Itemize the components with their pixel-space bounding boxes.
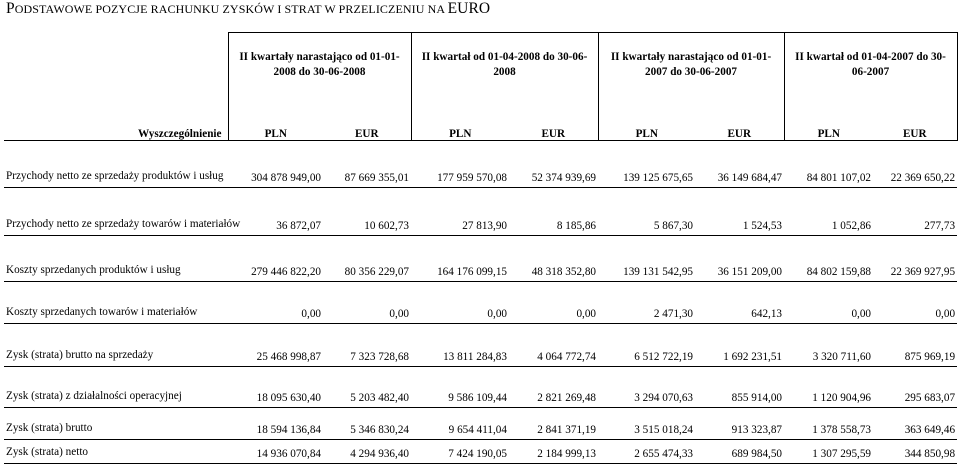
report-title-initial: P bbox=[6, 0, 15, 17]
value-cell: 5 867,30 bbox=[598, 188, 695, 236]
value-cell: 344 850,98 bbox=[873, 440, 957, 464]
currency-header: PLN bbox=[411, 118, 509, 141]
value-cell: 4 294 936,40 bbox=[323, 440, 411, 464]
value-cell: 84 801 107,02 bbox=[784, 141, 873, 188]
currency-header-row bbox=[4, 118, 957, 141]
value-cell: 1 692 231,51 bbox=[695, 324, 784, 367]
row-label: Koszty sprzedanych towarów i materiałów bbox=[4, 282, 228, 324]
table-row bbox=[4, 408, 957, 440]
value-cell: 84 802 159,88 bbox=[784, 236, 873, 282]
value-cell: 3 320 711,60 bbox=[784, 324, 873, 367]
value-cell: 5 346 830,24 bbox=[323, 408, 411, 440]
currency-header: PLN bbox=[598, 118, 695, 141]
value-cell: 6 512 722,19 bbox=[598, 324, 695, 367]
value-cell: 48 318 352,80 bbox=[509, 236, 598, 282]
value-cell: 1 120 904,96 bbox=[784, 367, 873, 408]
value-cell: 36 149 684,47 bbox=[695, 141, 784, 188]
period-header: II kwartał od 01-04-2008 do 30-06-2008 bbox=[411, 33, 598, 97]
value-cell: 642,13 bbox=[695, 282, 784, 324]
period-header-row bbox=[4, 33, 957, 97]
period-header: II kwartał od 01-04-2007 do 30-06-2007 bbox=[784, 33, 957, 97]
column-header-description: Wyszczególnienie bbox=[4, 118, 228, 141]
value-cell: 1 052,86 bbox=[784, 188, 873, 236]
value-cell: 295 683,07 bbox=[873, 367, 957, 408]
report-title-text: ODSTAWOWE POZYCJE RACHUNKU ZYSKÓW I STRAT W PRZELICZENIU NA bbox=[14, 2, 448, 16]
value-cell: 2 821 269,48 bbox=[509, 367, 598, 408]
value-cell: 304 878 949,00 bbox=[228, 141, 323, 188]
value-cell: 10 602,73 bbox=[323, 188, 411, 236]
value-cell: 0,00 bbox=[509, 282, 598, 324]
value-cell: 0,00 bbox=[873, 282, 957, 324]
currency-header: PLN bbox=[784, 118, 873, 141]
header-gap-row bbox=[4, 96, 957, 118]
value-cell: 7 323 728,68 bbox=[323, 324, 411, 367]
value-cell: 875 969,19 bbox=[873, 324, 957, 367]
table-row bbox=[4, 236, 957, 282]
value-cell: 2 655 474,33 bbox=[598, 440, 695, 464]
row-label: Koszty sprzedanych produktów i usług bbox=[4, 236, 228, 282]
value-cell: 177 959 570,08 bbox=[411, 141, 509, 188]
value-cell: 2 471,30 bbox=[598, 282, 695, 324]
value-cell: 363 649,46 bbox=[873, 408, 957, 440]
report-title-currency: EURO bbox=[447, 0, 491, 17]
currency-header: EUR bbox=[509, 118, 598, 141]
currency-header: EUR bbox=[873, 118, 957, 141]
value-cell: 80 356 229,07 bbox=[323, 236, 411, 282]
value-cell: 3 515 018,24 bbox=[598, 408, 695, 440]
value-cell: 2 841 371,19 bbox=[509, 408, 598, 440]
value-cell: 14 936 070,84 bbox=[228, 440, 323, 464]
row-label: Przychody netto ze sprzedaży towarów i materiałów bbox=[4, 188, 228, 236]
value-cell: 0,00 bbox=[323, 282, 411, 324]
period-header: II kwartały narastająco od 01-01-2008 do 30-06-2008 bbox=[228, 33, 411, 97]
table-row bbox=[4, 367, 957, 408]
table-row bbox=[4, 282, 957, 324]
value-cell: 139 125 675,65 bbox=[598, 141, 695, 188]
value-cell: 9 586 109,44 bbox=[411, 367, 509, 408]
value-cell: 0,00 bbox=[411, 282, 509, 324]
value-cell: 689 984,50 bbox=[695, 440, 784, 464]
value-cell: 855 914,00 bbox=[695, 367, 784, 408]
row-label: Zysk (strata) z działalności operacyjnej bbox=[4, 367, 228, 408]
value-cell: 277,73 bbox=[873, 188, 957, 236]
value-cell: 18 594 136,84 bbox=[228, 408, 323, 440]
value-cell: 87 669 355,01 bbox=[323, 141, 411, 188]
value-cell: 22 369 650,22 bbox=[873, 141, 957, 188]
row-label: Zysk (strata) brutto na sprzedaży bbox=[4, 324, 228, 367]
table-row bbox=[4, 440, 957, 464]
row-label: Zysk (strata) brutto bbox=[4, 408, 228, 440]
value-cell: 0,00 bbox=[784, 282, 873, 324]
currency-header: PLN bbox=[228, 118, 323, 141]
value-cell: 5 203 482,40 bbox=[323, 367, 411, 408]
value-cell: 4 064 772,74 bbox=[509, 324, 598, 367]
value-cell: 1 524,53 bbox=[695, 188, 784, 236]
row-label: Przychody netto ze sprzedaży produktów i usług bbox=[4, 141, 228, 188]
report-title bbox=[6, 0, 490, 18]
value-cell: 3 294 070,63 bbox=[598, 367, 695, 408]
value-cell: 36 151 209,00 bbox=[695, 236, 784, 282]
value-cell: 164 176 099,15 bbox=[411, 236, 509, 282]
currency-header: EUR bbox=[323, 118, 411, 141]
row-label: Zysk (strata) netto bbox=[4, 440, 228, 464]
table-row bbox=[4, 188, 957, 236]
period-header: II kwartały narastająco od 01-01-2007 do 30-06-2007 bbox=[598, 33, 784, 97]
value-cell: 1 378 558,73 bbox=[784, 408, 873, 440]
value-cell: 279 446 822,20 bbox=[228, 236, 323, 282]
header-spacer bbox=[4, 33, 228, 97]
value-cell: 0,00 bbox=[228, 282, 323, 324]
income-statement-table bbox=[4, 32, 958, 464]
value-cell: 2 184 999,13 bbox=[509, 440, 598, 464]
table-row bbox=[4, 141, 957, 188]
value-cell: 7 424 190,05 bbox=[411, 440, 509, 464]
value-cell: 13 811 284,83 bbox=[411, 324, 509, 367]
value-cell: 18 095 630,40 bbox=[228, 367, 323, 408]
value-cell: 27 813,90 bbox=[411, 188, 509, 236]
value-cell: 913 323,87 bbox=[695, 408, 784, 440]
value-cell: 52 374 939,69 bbox=[509, 141, 598, 188]
currency-header: EUR bbox=[695, 118, 784, 141]
table-row bbox=[4, 324, 957, 367]
value-cell: 1 307 295,59 bbox=[784, 440, 873, 464]
value-cell: 8 185,86 bbox=[509, 188, 598, 236]
value-cell: 9 654 411,04 bbox=[411, 408, 509, 440]
value-cell: 25 468 998,87 bbox=[228, 324, 323, 367]
value-cell: 139 131 542,95 bbox=[598, 236, 695, 282]
value-cell: 36 872,07 bbox=[228, 188, 323, 236]
value-cell: 22 369 927,95 bbox=[873, 236, 957, 282]
